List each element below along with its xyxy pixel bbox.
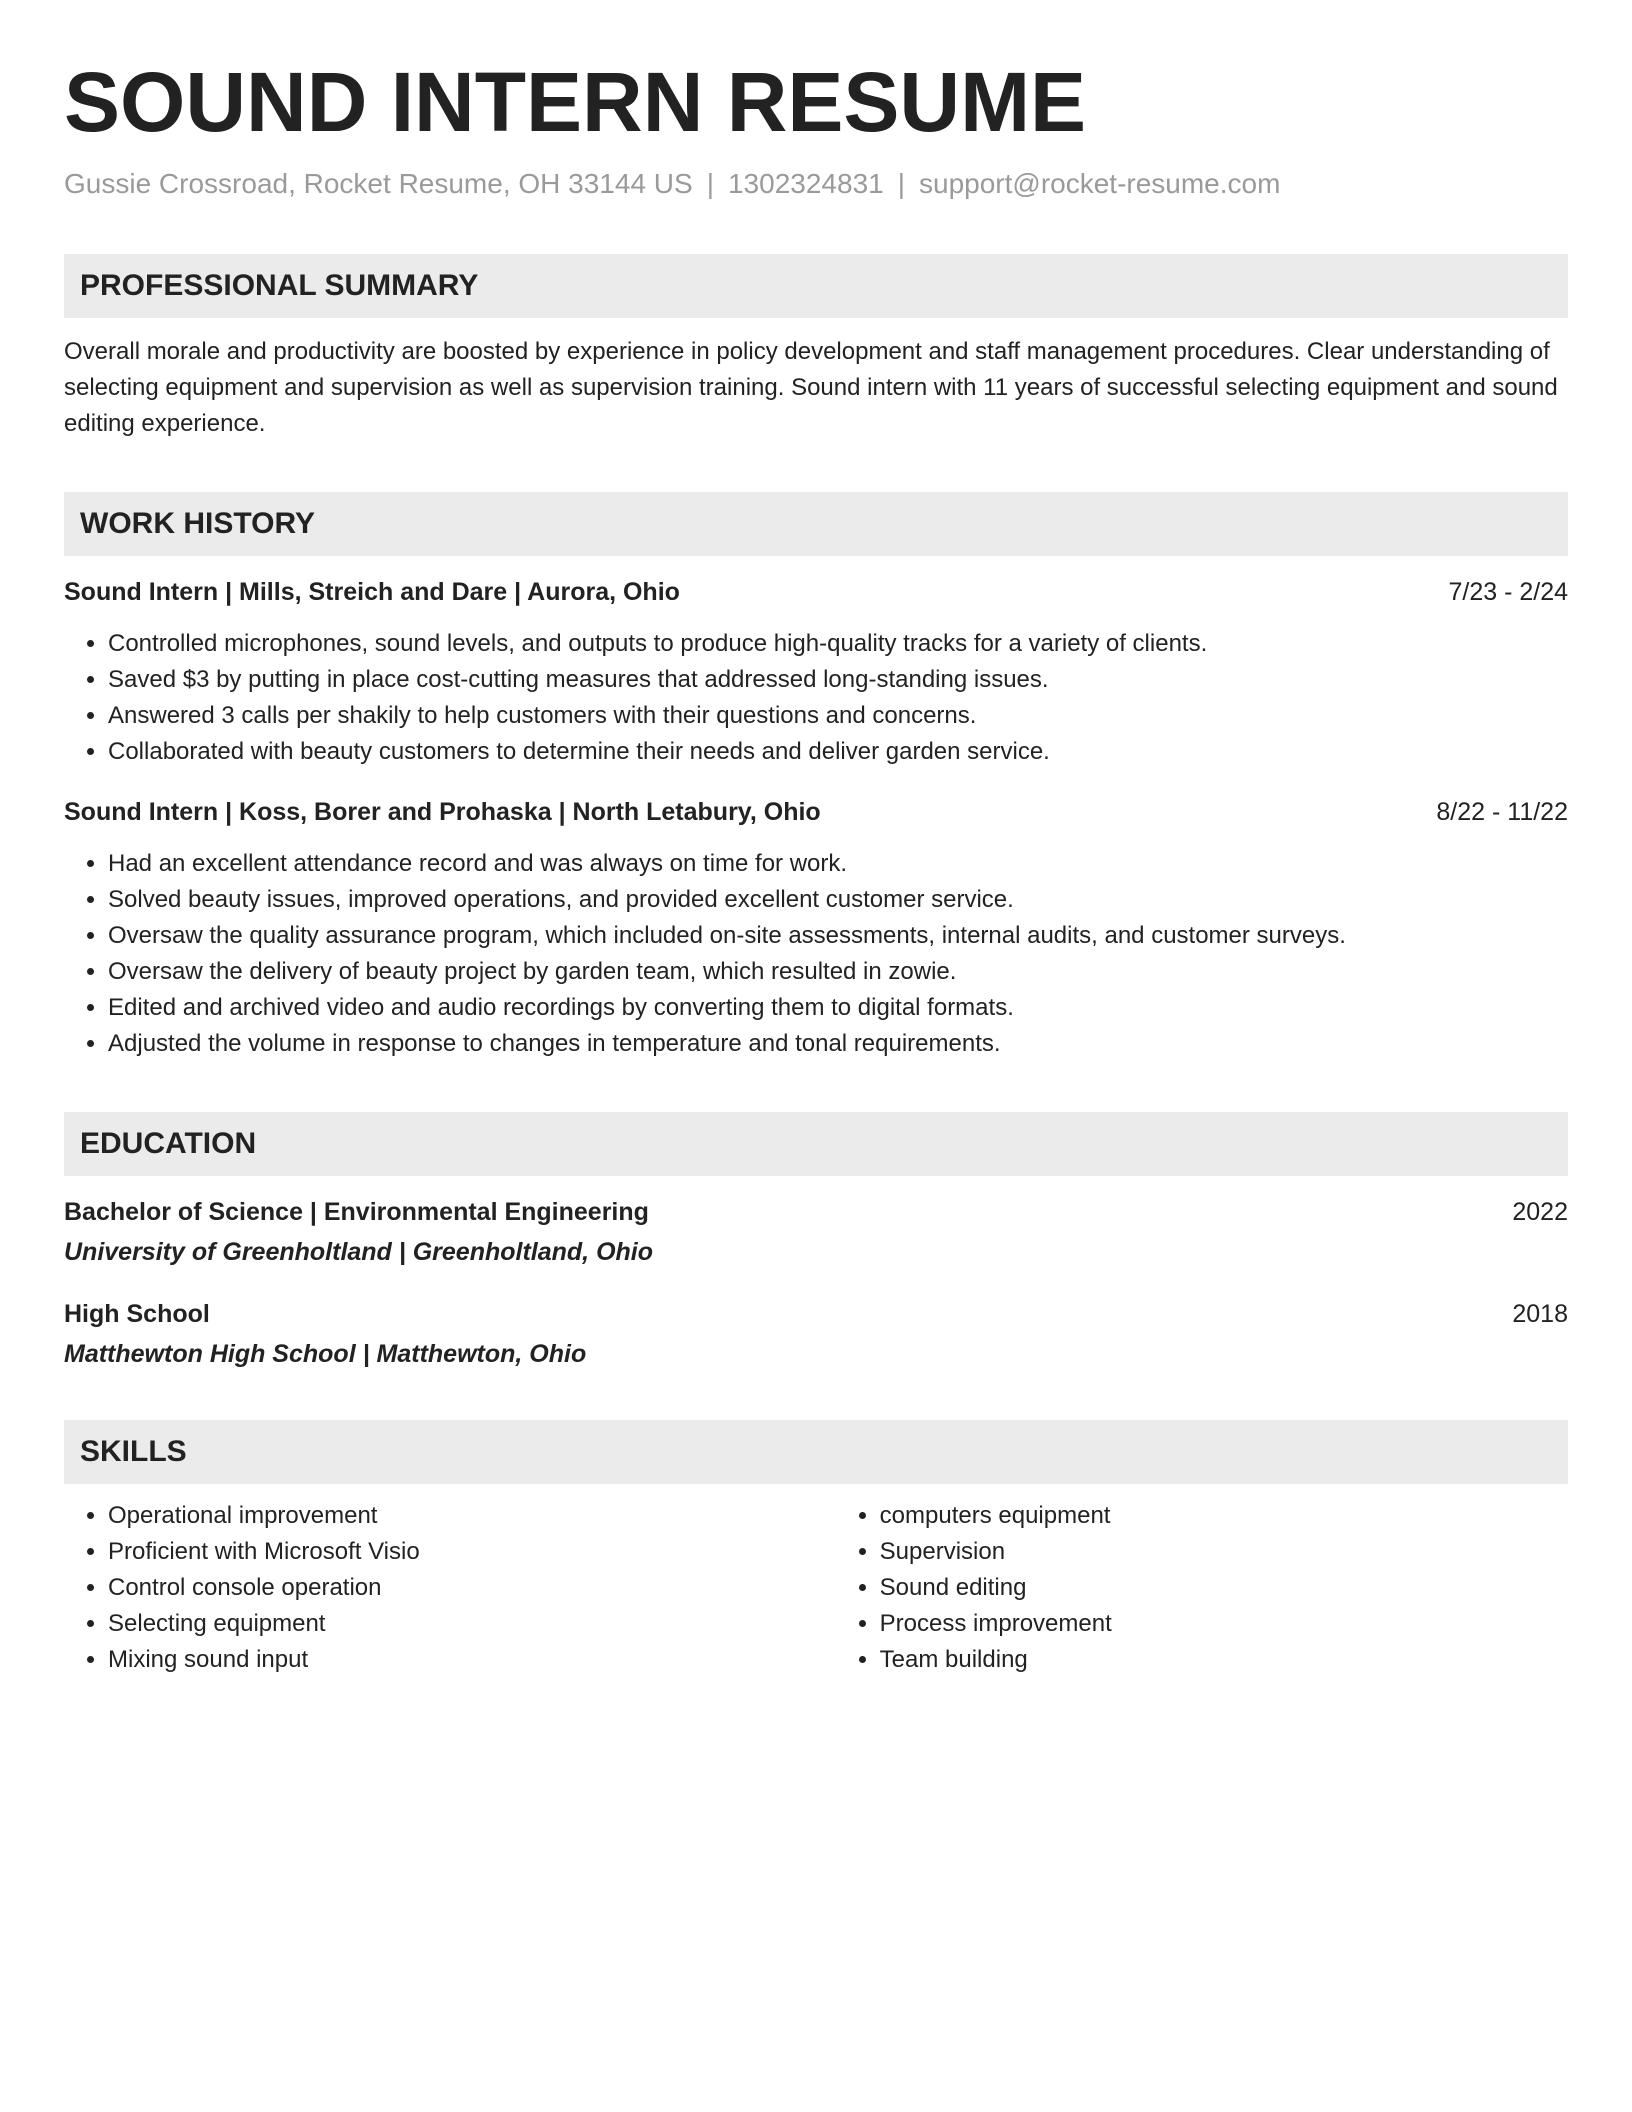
skill-item: • Selecting equipment [108,1606,836,1642]
resume-title: SOUND INTERN RESUME [64,55,1087,149]
skill-item: • Mixing sound input [108,1642,836,1678]
contact-phone: 1302324831 [727,168,884,199]
education-entry [64,1298,1568,1370]
job-header [64,576,1568,608]
education-degree: Bachelor of Science | Environmental Engineering [64,1198,649,1226]
skills-column-left [64,1498,836,1678]
education-entry [64,1196,1568,1268]
contact-line [64,166,1568,202]
skill-item: • computers equipment [880,1498,1568,1534]
job-entry [64,576,1568,770]
skill-item: • Process improvement [880,1606,1568,1642]
job-bullet: • Edited and archived video and audio recordings by converting them to digital formats. [108,990,1568,1026]
education-year: 2022 [1512,1198,1568,1226]
section-heading-work-history: WORK HISTORY [64,492,1568,556]
skill-item: • Control console operation [108,1570,836,1606]
education-header [64,1298,1568,1330]
job-dates: 8/22 - 11/22 [1436,798,1568,826]
skill-item: • Team building [880,1642,1568,1678]
summary-text: Overall morale and productivity are boosted by experience in policy development and staff management procedures. Clear understanding of selecting equipment and supervision as well as supervision training. Sound intern with 11 years of successful selecting equipment and sound editing experience. [64,338,1558,437]
education-school: University of Greenholtland | Greenholtland, Ohio [64,1238,654,1266]
skill-item: • Operational improvement [108,1498,836,1534]
education-header [64,1196,1568,1228]
contact-email: support@rocket-resume.com [919,168,1281,199]
education-degree: High School [64,1300,210,1328]
job-title-line: Sound Intern | Koss, Borer and Prohaska | North Letabury, Ohio [64,798,821,826]
section-heading-education: EDUCATION [64,1112,1568,1176]
job-bullet: • Collaborated with beauty customers to determine their needs and deliver garden service. [108,734,1568,770]
job-bullet: • Oversaw the delivery of beauty project by garden team, which resulted in zowie. [108,954,1568,990]
section-heading-summary: PROFESSIONAL SUMMARY [64,254,1568,318]
job-header [64,796,1568,828]
skill-item: • Proficient with Microsoft Visio [108,1534,836,1570]
job-bullet: • Saved $3 by putting in place cost-cutting measures that addressed long-standing issues. [108,662,1568,698]
contact-address: Gussie Crossroad, Rocket Resume, OH 33144 US [64,168,693,199]
education-year: 2018 [1512,1300,1568,1328]
education-school: Matthewton High School | Matthewton, Ohio [64,1340,587,1368]
job-bullet: • Solved beauty issues, improved operations, and provided excellent customer service. [108,882,1568,918]
contact-separator: | [706,168,714,199]
job-bullets [64,846,1568,1062]
section-heading-skills: SKILLS [64,1420,1568,1484]
skills-list [64,1498,1568,1678]
job-bullet: • Controlled microphones, sound levels, and outputs to produce high-quality tracks for a variety of clients. [108,626,1568,662]
job-bullets [64,626,1568,770]
job-title-line: Sound Intern | Mills, Streich and Dare | Aurora, Ohio [64,578,680,606]
skill-item: • Sound editing [880,1570,1568,1606]
job-bullet: • Had an excellent attendance record and was always on time for work. [108,846,1568,882]
skill-item: • Supervision [880,1534,1568,1570]
job-bullet: • Answered 3 calls per shakily to help customers with their questions and concerns. [108,698,1568,734]
skills-column-right [836,1498,1568,1678]
job-bullet: • Adjusted the volume in response to changes in temperature and tonal requirements. [108,1026,1568,1062]
job-entry [64,796,1568,1062]
job-bullet: • Oversaw the quality assurance program, which included on-site assessments, internal audits, and customer surveys. [108,918,1568,954]
contact-separator: | [897,168,905,199]
job-dates: 7/23 - 2/24 [1448,578,1568,606]
